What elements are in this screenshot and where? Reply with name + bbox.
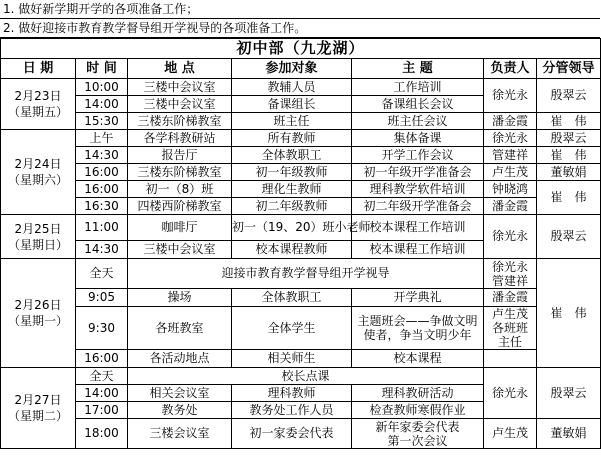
time-cell: 9:30 xyxy=(76,307,128,350)
date-cell: 2月26日 （星期一） xyxy=(1,259,76,368)
topic-cell: 主题班会——争做文明 使者，争当文明少年 xyxy=(352,307,484,350)
participants-cell: 教务处工作人员 xyxy=(232,402,352,419)
time-cell: 16:00 xyxy=(76,350,128,368)
table-row xyxy=(1,368,601,385)
schedule-table xyxy=(0,38,601,449)
header-topic: 主 题 xyxy=(352,59,484,79)
table-row xyxy=(1,350,601,368)
supervisor-cell: 殷翠云 xyxy=(537,215,601,259)
time-cell: 11:00 xyxy=(76,215,128,241)
place-cell: 各学科教研站 xyxy=(128,130,232,147)
table-row xyxy=(1,198,601,215)
time-cell: 全天 xyxy=(76,368,128,385)
date-cell: 2月24日 （星期六） xyxy=(1,130,76,215)
place-cell: 各活动地点 xyxy=(128,350,232,368)
span-event-cell: 校长点课 xyxy=(128,368,484,385)
time-cell: 上午 xyxy=(76,130,128,147)
header-participants: 参加对象 xyxy=(232,59,352,79)
time-cell: 16:00 xyxy=(76,164,128,181)
topic-cell: 校本课程工作培训 xyxy=(352,215,484,241)
time-cell: 16:00 xyxy=(76,181,128,198)
place-cell: 三楼东阶梯教室 xyxy=(128,113,232,130)
participants-cell: 全体教职工 xyxy=(232,289,352,307)
table-row xyxy=(1,164,601,181)
topic-cell: 新年家委会代表 第一次会议 xyxy=(352,419,484,449)
time-cell: 全天 xyxy=(76,259,128,289)
topic-cell: 开学工作会议 xyxy=(352,147,484,164)
place-cell: 三楼中会议室 xyxy=(128,79,232,96)
header-time: 时 间 xyxy=(76,59,128,79)
date-cell: 2月23日 （星期五） xyxy=(1,79,76,130)
header-date: 日 期 xyxy=(1,59,76,79)
participants-cell: 初一年级教师 xyxy=(232,164,352,181)
responsible-cell: 钟晓鸿 xyxy=(484,181,537,198)
participants-cell: 初一（19、20）班小老师 xyxy=(232,215,352,241)
place-cell: 咖啡厅 xyxy=(128,215,232,241)
topic-cell: 初一年级开学准备会 xyxy=(352,164,484,181)
date-cell: 2月25日 （星期日） xyxy=(1,215,76,259)
participants-cell: 教辅人员 xyxy=(232,79,352,96)
supervisor-cell: 殷翠云 xyxy=(537,79,601,113)
place-cell: 三楼中会议室 xyxy=(128,96,232,113)
topic-cell: 校本课程工作培训 xyxy=(352,241,484,259)
time-cell: 10:00 xyxy=(76,79,128,96)
responsible-cell xyxy=(484,350,537,368)
place-cell: 报告厅 xyxy=(128,147,232,164)
header-row xyxy=(1,59,601,79)
participants-cell: 班主任 xyxy=(232,113,352,130)
responsible-cell: 卢生茂 各班班 主任 xyxy=(484,307,537,350)
supervisor-cell: 崔 伟 xyxy=(537,181,601,215)
responsible-cell: 徐光永 xyxy=(484,79,537,113)
supervisor-cell: 崔 伟 xyxy=(537,113,601,130)
header-place: 地 点 xyxy=(128,59,232,79)
table-row xyxy=(1,419,601,449)
span-event-cell: 迎接市教育教学督导组开学视导 xyxy=(128,259,484,289)
responsible-cell: 潘金霞 xyxy=(484,198,537,215)
topic-cell: 工作培训 xyxy=(352,79,484,96)
time-cell: 14:30 xyxy=(76,241,128,259)
responsible-cell: 徐光永 管建祥 xyxy=(484,259,537,289)
table-row xyxy=(1,215,601,241)
place-cell: 三楼中会议室 xyxy=(128,241,232,259)
responsible-cell: 卢生茂 xyxy=(484,419,537,449)
responsible-cell: 徐光永 xyxy=(484,130,537,147)
supervisor-cell: 殷翠云 xyxy=(537,368,601,419)
place-cell: 各班教室 xyxy=(128,307,232,350)
topic-cell: 检查教师寒假作业 xyxy=(352,402,484,419)
table-row xyxy=(1,259,601,289)
table-row xyxy=(1,113,601,130)
responsible-cell: 潘金霞 xyxy=(484,289,537,307)
topic-cell: 理科教学软件培训 xyxy=(352,181,484,198)
date-cell: 2月27日 （星期二） xyxy=(1,368,76,449)
time-cell: 14:30 xyxy=(76,147,128,164)
participants-cell: 全体学生 xyxy=(232,307,352,350)
place-cell: 操场 xyxy=(128,289,232,307)
place-cell: 四楼西阶梯教室 xyxy=(128,198,232,215)
topic-cell: 备课组长会议 xyxy=(352,96,484,113)
time-cell: 16:30 xyxy=(76,198,128,215)
header-supervisor: 分管领导 xyxy=(537,59,601,79)
participants-cell: 初二年级教师 xyxy=(232,198,352,215)
participants-cell: 全体教职工 xyxy=(232,147,352,164)
time-cell: 18:00 xyxy=(76,419,128,449)
topic-cell: 初二年级开学准备会 xyxy=(352,198,484,215)
section-title: 初中部（九龙湖） xyxy=(1,39,601,59)
supervisor-cell: 崔 伟 xyxy=(537,259,601,368)
topic-cell: 集体备课 xyxy=(352,130,484,147)
topic-cell: 班主任会议 xyxy=(352,113,484,130)
time-cell: 17:00 xyxy=(76,402,128,419)
table-row xyxy=(1,130,601,147)
responsible-cell: 徐光永 xyxy=(484,215,537,259)
responsible-cell: 管建祥 xyxy=(484,147,537,164)
time-cell: 9:05 xyxy=(76,289,128,307)
participants-cell: 所有教师 xyxy=(232,130,352,147)
time-cell: 14:00 xyxy=(76,96,128,113)
place-cell: 三楼东阶梯教室 xyxy=(128,164,232,181)
supervisor-cell: 崔 伟 xyxy=(537,147,601,164)
header-responsible: 负责人 xyxy=(484,59,537,79)
place-cell: 教务处 xyxy=(128,402,232,419)
place-cell: 初一（8）班 xyxy=(128,181,232,198)
participants-cell: 相关师生 xyxy=(232,350,352,368)
participants-cell: 校本课程教师 xyxy=(232,241,352,259)
supervisor-cell: 殷翠云 xyxy=(537,130,601,147)
participants-cell: 初一家委会代表 xyxy=(232,419,352,449)
participants-cell: 备课组长 xyxy=(232,96,352,113)
place-cell: 三楼会议室 xyxy=(128,419,232,449)
place-cell: 相关会议室 xyxy=(128,385,232,402)
topic-cell: 理科教研活动 xyxy=(352,385,484,402)
table-row xyxy=(1,181,601,198)
participants-cell: 理科教师 xyxy=(232,385,352,402)
supervisor-cell: 董敏娟 xyxy=(537,164,601,181)
topic-cell: 校本课程 xyxy=(352,350,484,368)
responsible-cell: 卢生茂 xyxy=(484,164,537,181)
table-row xyxy=(1,307,601,350)
time-cell: 14:00 xyxy=(76,385,128,402)
participants-cell: 理化生教师 xyxy=(232,181,352,198)
supervisor-cell: 董敏娟 xyxy=(537,419,601,449)
responsible-cell: 潘金霞 xyxy=(484,113,537,130)
responsible-cell: 徐光永 xyxy=(484,368,537,419)
time-cell: 15:30 xyxy=(76,113,128,130)
topic-cell: 开学典礼 xyxy=(352,289,484,307)
note-2: 2. 做好迎接市教育教学督导组开学视导的各项准备工作。 xyxy=(0,19,600,38)
table-row xyxy=(1,147,601,164)
table-row xyxy=(1,79,601,96)
note-1: 1. 做好新学期开学的各项准备工作； xyxy=(0,0,600,19)
table-row xyxy=(1,289,601,307)
